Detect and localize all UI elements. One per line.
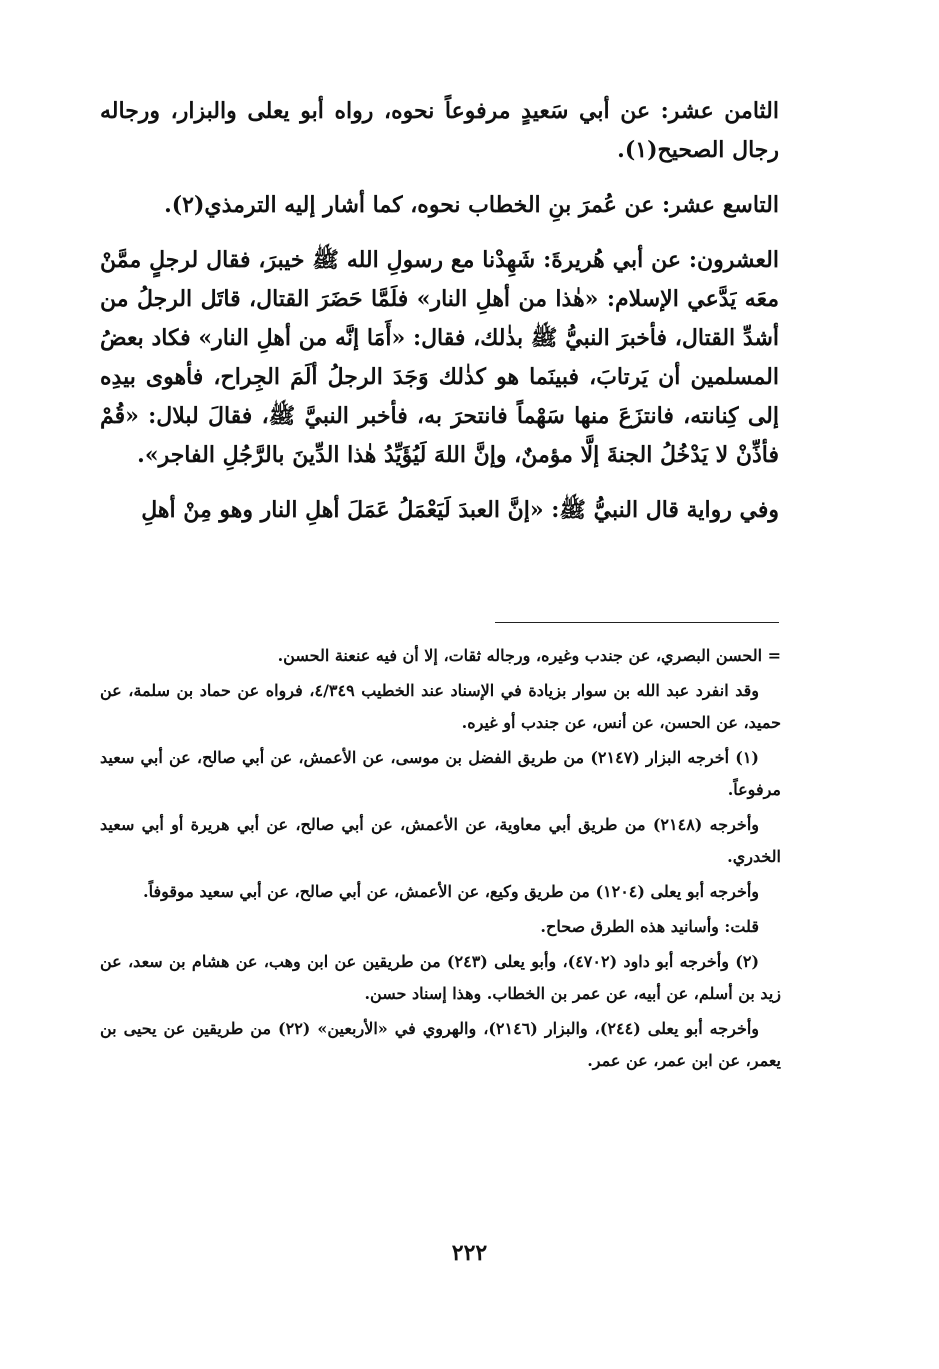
paragraph-19: التاسع عشر: عن عُمرَ بنِ الخطاب نحوه، كما أشار إليه الترمذي(٢).: [164, 192, 779, 218]
footnote-2: (٢) وأخرجه أبو داود (٤٧٠٢)، وأبو يعلى (٢٤٣) من طريقين عن ابن وهب، عن هشام بن سعد، عن زيد بن أسلم، عن أبيه، عن عمر بن الخطاب. وهذا إسناد حسن.: [100, 952, 781, 1003]
footnote-paragraph: قلت: وأسانيد هذه الطرق صحاح.: [540, 917, 759, 936]
footnotes: [100, 640, 781, 1077]
paragraph-18: الثامن عشر: عن أبي سَعيدٍ مرفوعاً نحوه، رواه أبو يعلى والبزار، ورجاله رجال الصحيح(١).: [100, 98, 779, 163]
page-number: ٢٢٢: [451, 1240, 488, 1266]
footnote-separator: [495, 622, 779, 623]
paragraph-narration: وفي رواية قال النبيُّ ﷺ: «إنَّ العبدَ لَيَعْمَلُ عَمَلَ أهلِ النار وهو مِنْ أهلِ: [141, 497, 779, 523]
footnote-continuation: = الحسن البصري، عن جندب وغيره، ورجاله ثقات، إلا أن فيه عنعنة الحسن.: [277, 646, 781, 665]
footnote-paragraph: وقد انفرد عبد الله بن سوار بزيادة في الإسناد عند الخطيب ٤/٣٤٩، فرواه عن حماد بن سلمة، عن حميد، عن الحسن، عن أنس، عن جندب أو غيره.: [100, 681, 781, 732]
footnote-paragraph: وأخرجه أبو يعلى (١٢٠٤) من طريق وكيع، عن الأعمش، عن أبي صالح، عن أبي سعيد موقوفاً.: [143, 882, 759, 901]
paragraph-20: العشرون: عن أبي هُريرةَ: شَهِدْنا مع رسولِ الله ﷺ خيبرَ، فقال لرجلٍ ممَّنْ معَه يَدَّعي الإسلام: «هٰذا من أهلِ النار» فلَمَّا حَضَرَ القتال، قاتَل الرجلُ من أشدِّ القتال، فأخبرَ النبيُّ ﷺ بذٰلك، فقال: «أَمَا إنَّه من أهلِ النار» فكاد بعضُ المسلمين أن يَرتابَ، فبينَما هو كذٰلك وَجَدَ الرجلُ ألَمَ الجِراح، فأهوى بيدِه إلى كِنانته، فانتزَعَ منها سَهْماً فانتحرَ به، فأخبر النبيَّ ﷺ، فقالَ لبلال: «قُمْ فأذِّنْ لا يَدْخُلُ الجنةَ إلَّا مؤمنٌ، وإنَّ اللهَ لَيُؤَيِّدُ هٰذا الدِّينَ بالرَّجُلِ الفاجر».: [100, 247, 779, 468]
main-text: [100, 92, 779, 530]
footnote-paragraph: وأخرجه (٢١٤٨) من طريق أبي معاوية، عن الأعمش، عن أبي صالح، عن أبي هريرة أو أبي سعيد الخدري.: [100, 815, 781, 866]
footnote-paragraph: وأخرجه أبو يعلى (٢٤٤)، والبزار (٢١٤٦)، والهروي في «الأربعين» (٢٢) من طريقين عن يحيى بن يعمر، عن ابن عمر، عن عمر.: [100, 1019, 781, 1070]
footnote-1: (١) أخرجه البزار (٢١٤٧) من طريق الفضل بن موسى، عن الأعمش، عن أبي صالح، عن أبي سعيد مرفوعاً.: [100, 748, 781, 799]
